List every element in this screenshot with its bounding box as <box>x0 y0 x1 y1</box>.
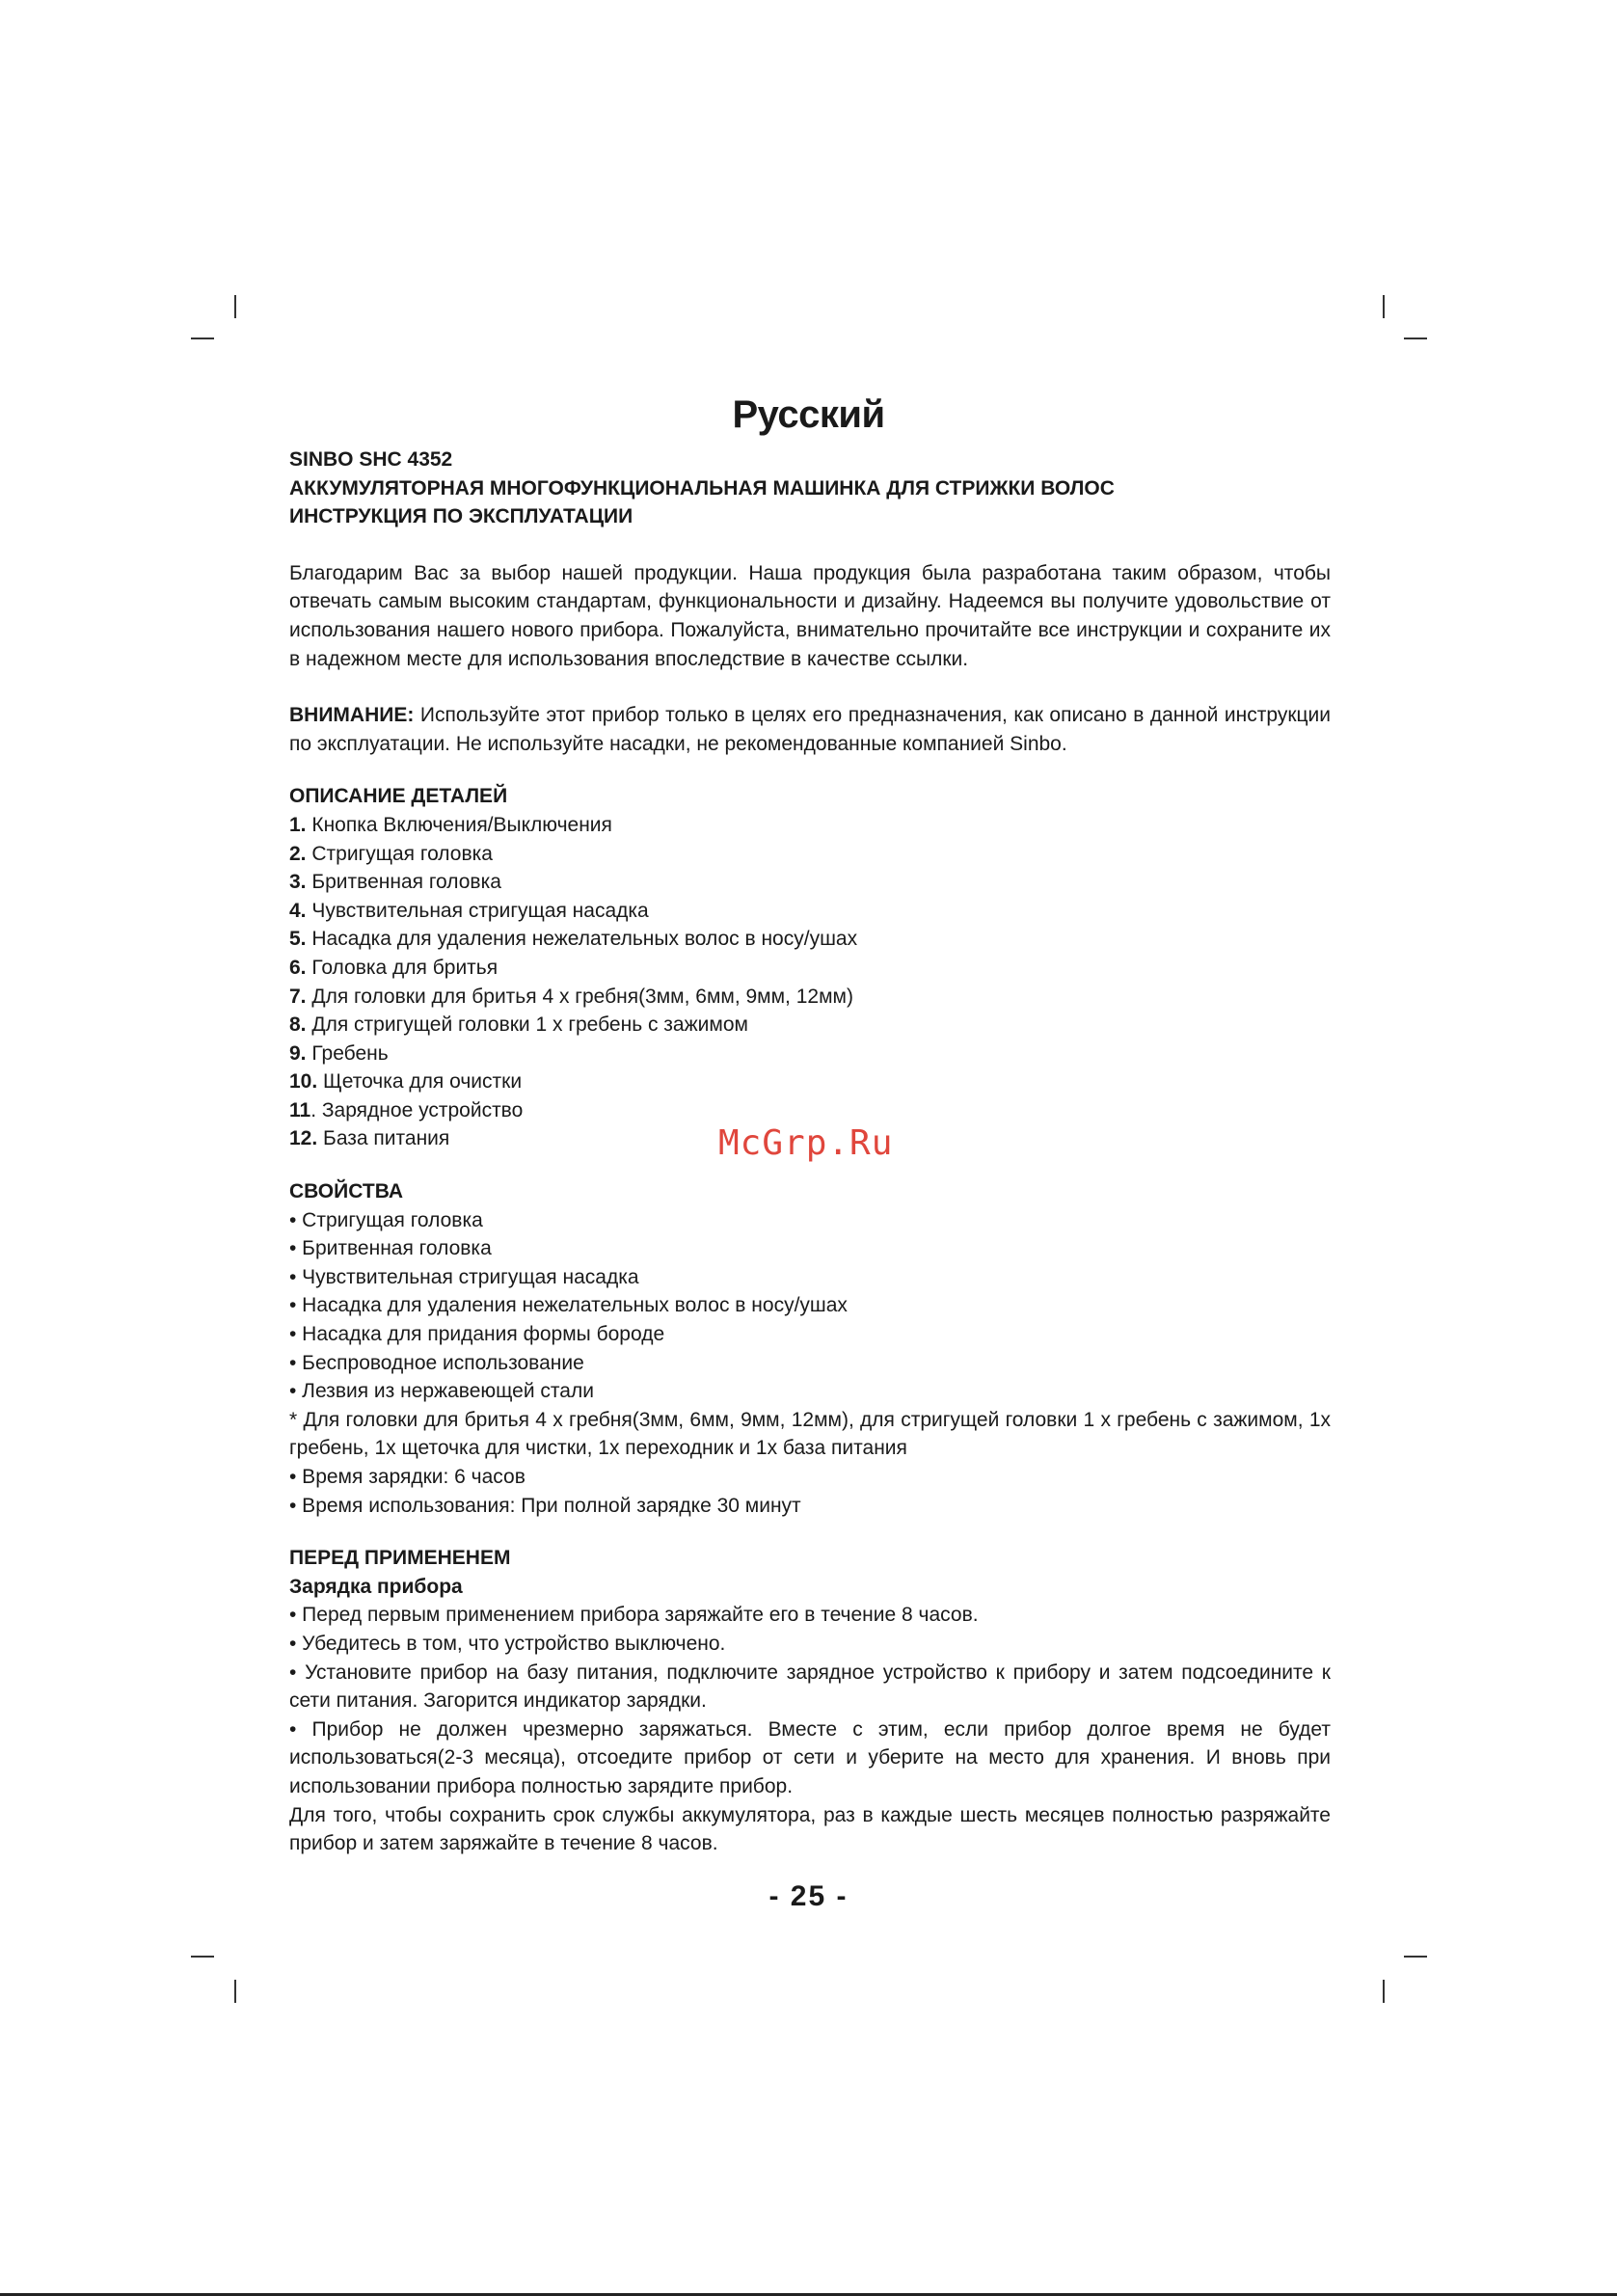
before-use-list <box>289 1601 1331 1857</box>
list-item: • Насадка для удаления нежелательных волос в носу/ушах <box>289 1294 848 1317</box>
list-item: 1. Кнопка Включения/Выключения <box>289 813 612 836</box>
list-item: • Насадка для придания формы бороде <box>289 1323 665 1346</box>
list-item: 3. Бритвенная головка <box>289 871 501 894</box>
list-item: 2. Стригущая головка <box>289 842 493 865</box>
watermark: McGrp.Ru <box>718 1123 894 1163</box>
parts-heading: ОПИСАНИЕ ДЕТАЛЕЙ <box>289 785 508 808</box>
list-item: 9. Гребень <box>289 1041 389 1065</box>
product-name: АККУМУЛЯТОРНАЯ МНОГОФУНКЦИОНАЛЬНАЯ МАШИНКА ДЛЯ СТРИЖКИ ВОЛОС <box>289 476 1115 500</box>
list-item: • Стригущая головка <box>289 1208 483 1231</box>
crop-mark <box>191 1956 214 1958</box>
list-item: 5. Насадка для удаления нежелательных волос в носу/ушах <box>289 928 858 951</box>
list-item: * Для головки для бритья 4 х гребня(3мм, 6мм, 9мм, 12мм), для стригущей головки 1 х гребень с зажимом, 1х гребень, 1х щеточка для чистки, 1х переходник и 1х база питания <box>289 1408 1331 1460</box>
list-item: • Чувствительная стригущая насадка <box>289 1265 639 1288</box>
list-item: • Время использования: При полной зарядке 30 минут <box>289 1494 801 1517</box>
manual-title: ИНСТРУКЦИЯ ПО ЭКСПЛУАТАЦИИ <box>289 505 633 528</box>
list-item: • Бритвенная головка <box>289 1237 492 1260</box>
crop-mark <box>1383 295 1385 318</box>
warning-text: Используйте этот прибор только в целях его предназначения, как описано в данной инструкции по эксплуатации. Не используйте насадки, не рекомендованные компанией Sinbo. <box>289 704 1331 755</box>
list-item: 7. Для головки для бритья 4 х гребня(3мм, 6мм, 9мм, 12мм) <box>289 985 853 1008</box>
crop-mark <box>191 338 214 339</box>
page-title: Русский <box>732 393 885 436</box>
before-use-heading: ПЕРЕД ПРИМЕНЕНЕМ <box>289 1547 511 1570</box>
features-list <box>289 1206 1331 1521</box>
list-item: Для того, чтобы сохранить срок службы аккумулятора, раз в каждые шесть месяцев полностью разряжайте прибор и затем заряжайте в течение 8 часов. <box>289 1803 1331 1855</box>
intro-paragraph: Благодарим Вас за выбор нашей продукции. Наша продукция была разработана таким образом, чтобы отвечать самым высоким стандартам, функциональности и дизайну. Надеемся вы получите удовольствие от использования нашего нового прибора. Пожалуйста, внимательно прочитайте все инструкции и сохраните их в надежном месте для использования впоследствие в качестве ссылки. <box>289 561 1331 670</box>
list-item: 12. База питания <box>289 1127 450 1150</box>
crop-mark <box>234 1980 236 2003</box>
list-item: 6. Головка для бритья <box>289 956 499 979</box>
list-item: • Перед первым применением прибора заряжайте его в течение 8 часов. <box>289 1604 979 1627</box>
list-item: 11. Зарядное устройство <box>289 1098 524 1121</box>
parts-list <box>289 811 1331 1153</box>
crop-mark <box>1404 338 1427 339</box>
crop-mark <box>1404 1956 1427 1958</box>
crop-mark <box>234 295 236 318</box>
list-item: • Прибор не должен чрезмерно заряжаться. Вместе с этим, если прибор долгое время не будет использоваться(2-3 месяца), отсоедите прибор от сети и уберите на место для хранения. И вновь при использовании прибора полностью зарядите прибор. <box>289 1717 1331 1797</box>
crop-mark <box>1383 1980 1385 2003</box>
list-item: 10. Щеточка для очистки <box>289 1070 523 1094</box>
model-name: SINBO SHC 4352 <box>289 448 453 471</box>
list-item: • Лезвия из нержавеющей стали <box>289 1380 594 1403</box>
list-item: • Время зарядки: 6 часов <box>289 1466 526 1488</box>
warning-label: ВНИМАНИЕ: <box>289 704 415 727</box>
charging-subheading: Зарядка прибора <box>289 1575 463 1598</box>
list-item: • Убедитесь в том, что устройство выключено. <box>289 1632 726 1655</box>
list-item: • Установите прибор на базу питания, подключите зарядное устройство к прибору и затем подсоедините к сети питания. Загорится индикатор зарядки. <box>289 1661 1331 1713</box>
list-item: 8. Для стригущей головки 1 х гребень с зажимом <box>289 1013 748 1037</box>
features-heading: СВОЙСТВА <box>289 1180 403 1203</box>
list-item: • Беспроводное использование <box>289 1351 584 1374</box>
page-number: - 25 - <box>768 1880 849 1912</box>
warning-paragraph <box>289 701 1331 758</box>
list-item: 4. Чувствительная стригущая насадка <box>289 899 649 922</box>
